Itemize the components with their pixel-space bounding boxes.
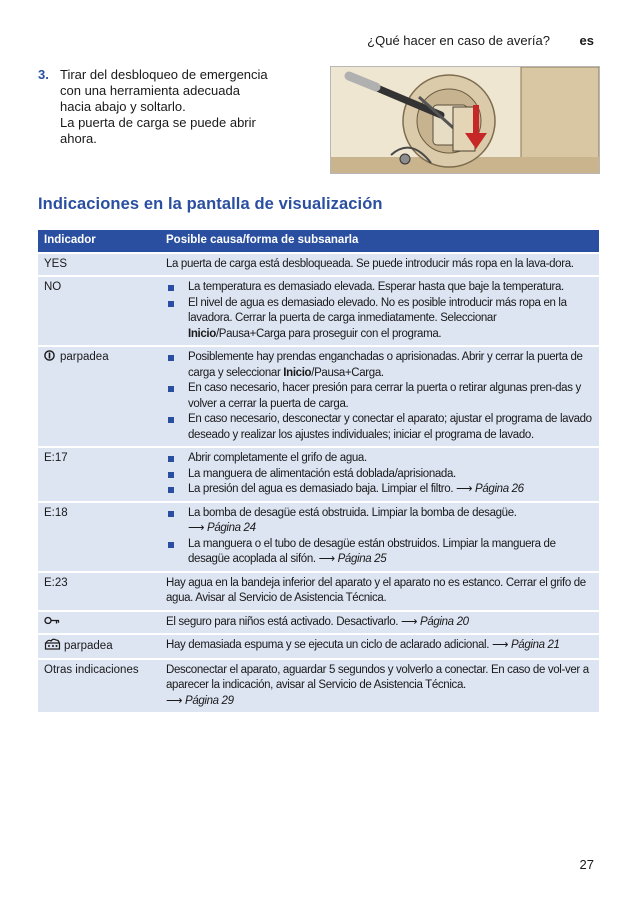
table-row (38, 635, 599, 658)
table-row (38, 448, 599, 501)
door-lock-icon (44, 350, 57, 361)
indicator-cell (38, 635, 160, 658)
emergency-release-illustration (330, 66, 600, 174)
arrow-icon: ⟶ (456, 483, 473, 495)
cause-cell: La puerta de carga está desbloqueada. Se puede introducir más ropa en la lava-dora. (160, 254, 599, 276)
bullet-text: La temperatura es demasiado elevada. Esperar hasta que baje la temperatura. (188, 281, 564, 293)
indicator-cell: E:18 (38, 503, 160, 571)
indicator-label: parpadea (60, 351, 109, 363)
bullet-list (166, 451, 593, 498)
bullet-item (166, 467, 593, 483)
bullet-list (166, 280, 593, 342)
page-reference-link[interactable]: Página 25 (337, 553, 387, 565)
table-row (38, 660, 599, 713)
table-row (38, 277, 599, 345)
language-code: es (579, 33, 594, 48)
bullet-text-tail: /Pausa+Carga. (311, 366, 384, 379)
arrow-icon: ⟶ (401, 615, 418, 628)
step-text (60, 67, 318, 147)
step-3 (38, 67, 318, 147)
bullet-text: En caso necesario, desconectar y conectar el aparato; ajustar el programa de lavado deseado y realizar los ajustes individuales; iniciar el programa de lavado. (188, 413, 592, 441)
bullet-text: El nivel de agua es demasiado elevado. No es posible introducir más ropa en la lavadora. Cerrar la puerta de carga inmediatamente. Seleccionar (188, 296, 567, 324)
bullet-item (166, 482, 593, 498)
step-line: con una herramienta adecuada (60, 83, 240, 98)
bullet-item (166, 280, 593, 296)
indicator-cell: YES (38, 254, 160, 276)
table-row (38, 254, 599, 276)
cause-text: Desconectar el aparato, aguardar 5 segundos y volverlo a conectar. En caso de vol-ver a aparecer la indicación, avisar al Servicio de Asistencia Técnica. (166, 663, 589, 691)
table-row (38, 347, 599, 446)
page-reference-link[interactable]: Página 20 (420, 615, 469, 628)
cause-cell (160, 448, 599, 501)
table-row (38, 612, 599, 634)
cause-cell (160, 347, 599, 446)
step-line: Tirar del desbloqueo de emergencia (60, 67, 268, 82)
arrow-icon: ⟶ (318, 553, 335, 565)
indicator-cell: NO (38, 277, 160, 345)
arrow-icon: ⟶ (166, 694, 183, 707)
emergency-release-drawing (331, 67, 599, 173)
display-indications-table (38, 228, 599, 714)
cause-cell: Hay agua en la bandeja inferior del aparato y el aparato no es estanco. Cerrar el grifo de agua. Avisar al Servicio de Asistencia Técnica. (160, 573, 599, 610)
step-line: La puerta de carga se puede abrir (60, 115, 256, 130)
arrow-icon: ⟶ (188, 522, 205, 534)
cause-cell (160, 635, 599, 658)
cause-cell (160, 660, 599, 713)
bullet-text: La presión del agua es demasiado baja. Limpiar el filtro. (188, 483, 454, 495)
bullet-list (166, 506, 593, 568)
header-section-title: ¿Qué hacer en caso de avería? (367, 33, 550, 48)
column-header-cause: Posible causa/forma de subsanarla (160, 230, 599, 252)
bullet-text: Posiblemente hay prendas enganchadas o aprisionadas. Abrir y cerrar la puerta de carga y seleccionar (188, 351, 583, 379)
bullet-item (166, 296, 593, 343)
bullet-text: En caso necesario, hacer presión para cerrar la puerta o retirar algunas pren-das y volver a cerrar la puerta de carga. (188, 382, 581, 410)
bullet-text-tail: /Pausa+Carga para proseguir con el programa. (215, 327, 442, 340)
column-header-indicator: Indicador (38, 230, 160, 252)
table-row (38, 503, 599, 571)
bullet-text: Abrir completamente el grifo de agua. (188, 452, 367, 464)
indicator-cell (38, 347, 160, 446)
cause-cell (160, 503, 599, 571)
section-heading: Indicaciones en la pantalla de visualización (38, 195, 383, 213)
indicator-cell: E:17 (38, 448, 160, 501)
button-name-inicio: Inicio (283, 366, 312, 379)
cause-text: Hay demasiada espuma y se ejecuta un ciclo de aclarado adicional. (166, 639, 490, 651)
bullet-item (166, 381, 593, 412)
indicator-cell: Otras indicaciones (38, 660, 160, 713)
cause-cell (160, 277, 599, 345)
step-number: 3. (38, 67, 49, 82)
foam-icon (44, 638, 61, 650)
bullet-text: La manguera de alimentación está doblada/aprisionada. (188, 467, 456, 480)
bullet-item (166, 537, 593, 568)
bullet-item (166, 350, 593, 381)
page-number: 27 (579, 857, 594, 872)
step-line: ahora. (60, 131, 97, 146)
arrow-icon: ⟶ (491, 639, 509, 651)
table-header-row (38, 230, 599, 252)
bullet-list (166, 350, 593, 443)
indicator-cell: E:23 (38, 573, 160, 610)
indicator-cell (38, 612, 160, 634)
page-reference-link[interactable]: Página 24 (207, 522, 256, 534)
cause-cell (160, 612, 599, 634)
page-reference-link[interactable]: Página 26 (475, 483, 524, 495)
child-lock-key-icon (44, 616, 60, 625)
page-reference-link[interactable]: Página 29 (185, 694, 234, 707)
indicator-label: parpadea (64, 640, 113, 652)
bullet-item (166, 506, 593, 537)
bullet-text: La manguera o el tubo de desagüe están obstruidos. Limpiar la manguera de desagüe acoplada al sifón. (188, 537, 556, 565)
table-row (38, 573, 599, 610)
cause-text: El seguro para niños está activado. Desactivarlo. (166, 615, 399, 628)
bullet-item (166, 451, 593, 467)
bullet-item (166, 412, 593, 443)
page-reference-link[interactable]: Página 21 (510, 639, 560, 651)
button-name-inicio: Inicio (188, 327, 216, 340)
page-header (0, 33, 638, 53)
bullet-text: La bomba de desagüe está obstruida. Limpiar la bomba de desagüe. (188, 506, 517, 519)
step-line: hacia abajo y soltarlo. (60, 99, 186, 114)
